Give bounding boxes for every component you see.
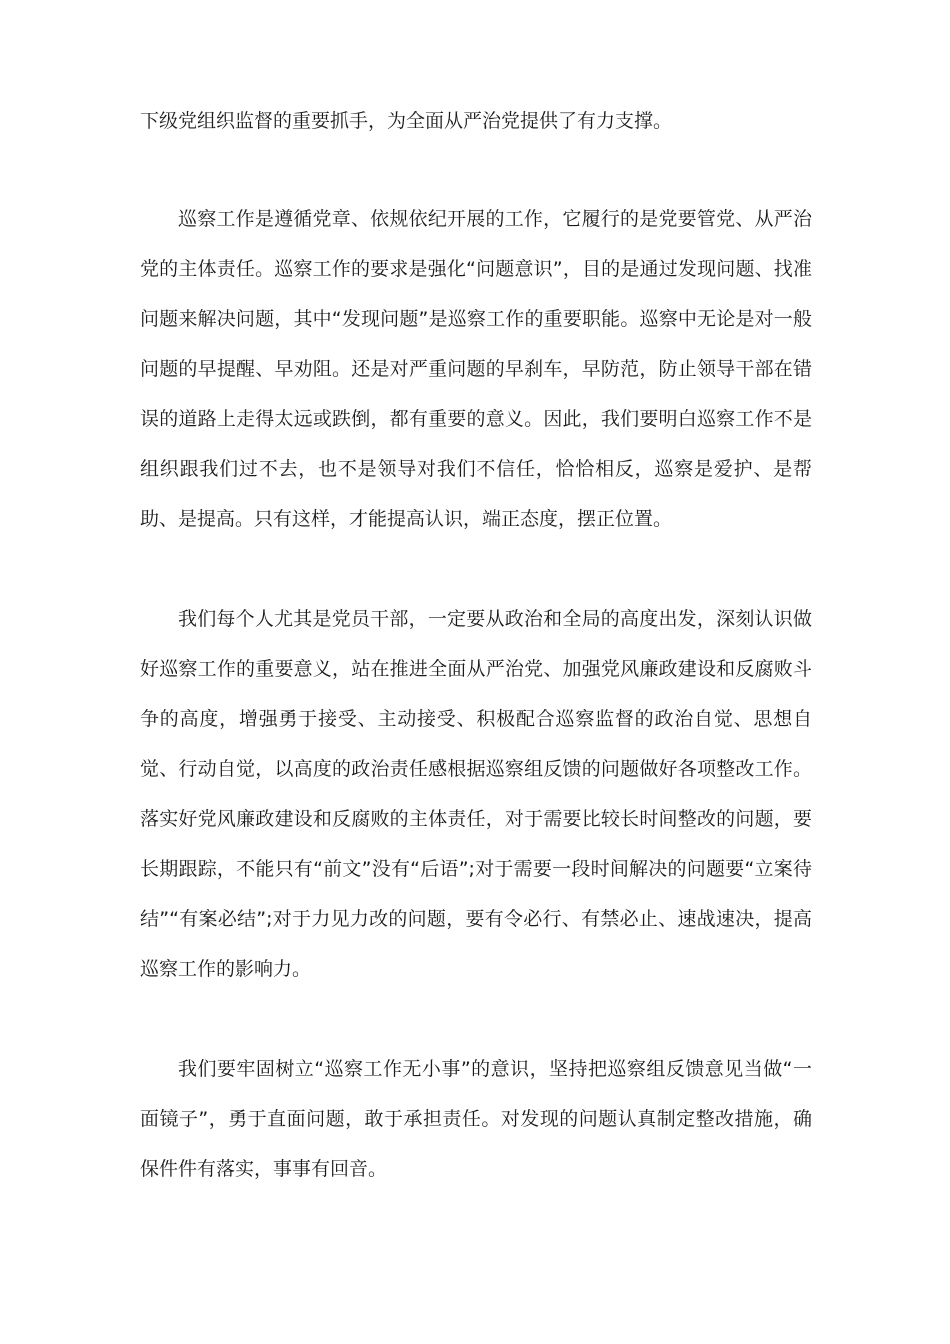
paragraph-continuation: 下级党组织监督的重要抓手，为全面从严治党提供了有力支撑。 <box>140 110 673 132</box>
paragraph-awareness: 我们要牢固树立“巡察工作无小事”的意识，坚持把巡察组反馈意见当做“一面镜子”，勇于直面问题，敢于承担责任。对发现的问题认真制定整改措施，确保件件有落实，事事有回音。 <box>140 1058 812 1180</box>
paragraph-inspection-work: 巡察工作是遵循党章、依规依纪开展的工作，它履行的是党要管党、从严治党的主体责任。巡察工作的要求是强化“问题意识”，目的是通过发现问题、找准问题来解决问题，其中“发现问题”是巡察工作的重要职能。巡察中无论是对一般问题的早提醒、早劝阻。还是对严重问题的早刹车，早防范，防止领导干部在错误的道路上走得太远或跌倒，都有重要的意义。因此，我们要明白巡察工作不是组织跟我们过不去，也不是领导对我们不信任，恰恰相反，巡察是爱护、是帮助、是提高。只有这样，才能提高认识，端正态度，摆正位置。 <box>140 208 812 530</box>
paragraph-party-members: 我们每个人尤其是党员干部，一定要从政治和全局的高度出发，深刻认识做好巡察工作的重要意义，站在推进全面从严治党、加强党风廉政建设和反腐败斗争的高度，增强勇于接受、主动接受、积极配合巡察监督的政治自觉、思想自觉、行动自觉，以高度的政治责任感根据巡察组反馈的问题做好各项整改工作。落实好党风廉政建设和反腐败的主体责任，对于需要比较长时间整改的问题，要长期跟踪，不能只有“前文”没有“后语”;对于需要一段时间解决的问题要“立案待结”“有案必结”;对于力见力改的问题，要有令必行、有禁必止、速战速决，提高巡察工作的影响力。 <box>140 608 812 980</box>
